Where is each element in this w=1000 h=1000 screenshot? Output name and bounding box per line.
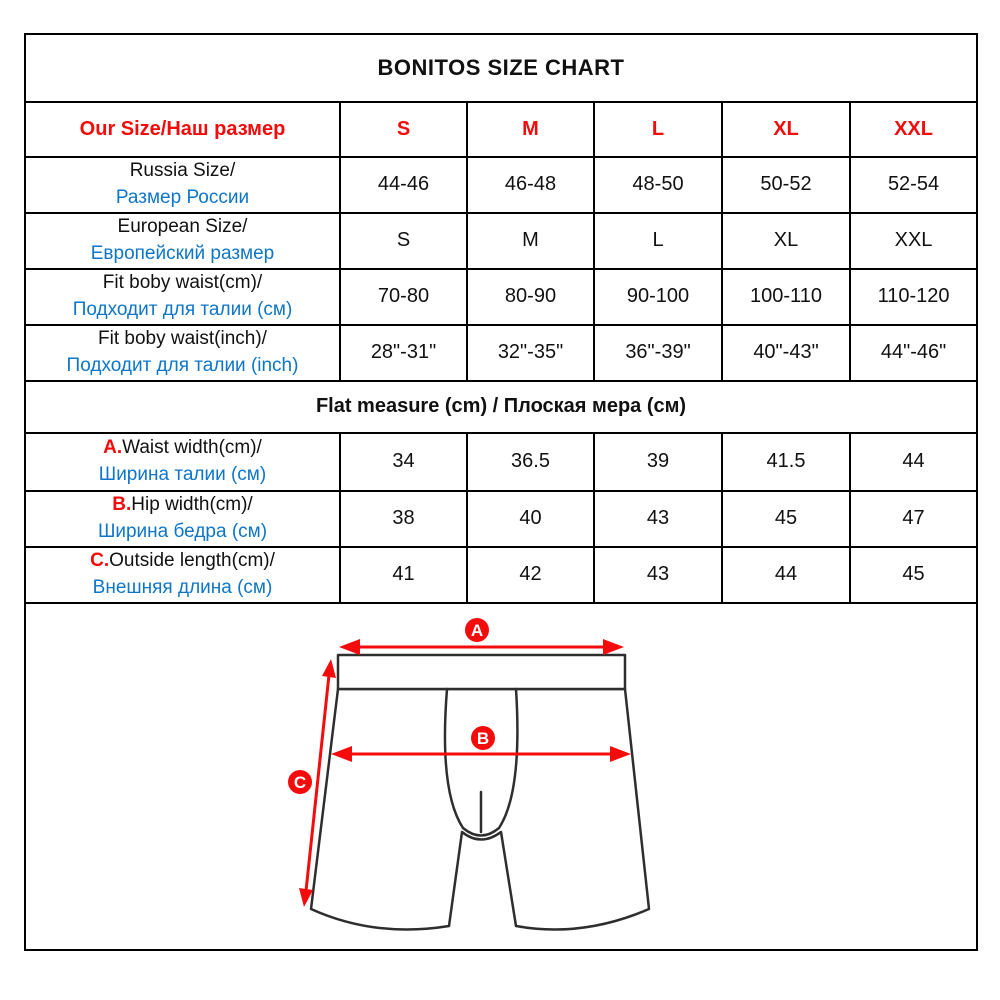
value-cell: 44"-46" [850, 325, 977, 381]
value-cell: 40 [467, 491, 594, 547]
value-cell: 50-52 [722, 157, 850, 213]
diagram-label-c: C [293, 772, 307, 792]
size-header-row [25, 102, 977, 157]
value-cell: 80-90 [467, 269, 594, 325]
value-cell: 44 [850, 433, 977, 491]
value-cell: 48-50 [594, 157, 722, 213]
diagram-cell [25, 603, 977, 950]
row-label-en-text: Outside length(cm)/ [109, 549, 275, 571]
size-chart-table [24, 33, 978, 951]
flat-measure-section-header: Flat measure (cm) / Плоская мера (см) [25, 381, 977, 433]
size-col-header-s: S [340, 102, 467, 157]
section-header-row [25, 381, 977, 433]
table-row-russia-size [25, 157, 977, 213]
row-label-ru: Подходит для талии (см) [72, 298, 293, 320]
row-label-ru: Европейский размер [90, 242, 275, 264]
row-label [25, 325, 340, 381]
row-label [25, 157, 340, 213]
arrow-a-head-left [339, 639, 360, 655]
value-cell: 52-54 [850, 157, 977, 213]
measure-letter-a: A. [103, 436, 123, 458]
row-label-en: Russia Size/ [129, 160, 236, 181]
waistband [338, 655, 625, 689]
value-cell: 36"-39" [594, 325, 722, 381]
value-cell: 100-110 [722, 269, 850, 325]
value-cell: 42 [467, 547, 594, 603]
value-cell: 40"-43" [722, 325, 850, 381]
row-label [25, 269, 340, 325]
value-cell: 34 [340, 433, 467, 491]
table-row-fit-waist-cm [25, 269, 977, 325]
table-row-waist-width [25, 433, 977, 491]
size-col-header-l: L [594, 102, 722, 157]
value-cell: 44 [722, 547, 850, 603]
value-cell: 44-46 [340, 157, 467, 213]
diagram-label-b: B [476, 728, 490, 748]
value-cell: S [340, 213, 467, 269]
row-label-ru: Внешняя длина (см) [92, 576, 273, 598]
value-cell: 41 [340, 547, 467, 603]
value-cell: 47 [850, 491, 977, 547]
value-cell: 32"-35" [467, 325, 594, 381]
value-cell: 45 [722, 491, 850, 547]
row-label-ru: Ширина талии (см) [98, 463, 267, 485]
value-cell: 46-48 [467, 157, 594, 213]
size-col-header-m: M [467, 102, 594, 157]
row-label-en [26, 548, 339, 575]
row-label [25, 547, 340, 603]
size-col-header-xxl: XXL [850, 102, 977, 157]
row-label-ru: Подходит для талии (inch) [66, 354, 299, 376]
row-label-en: Fit boby waist(inch)/ [98, 327, 267, 349]
arrow-c-head-top [322, 659, 336, 678]
value-cell: 70-80 [340, 269, 467, 325]
table-row-hip-width [25, 491, 977, 547]
value-cell: L [594, 213, 722, 269]
value-cell: 110-120 [850, 269, 977, 325]
row-label-ru: Ширина бедра (см) [97, 520, 268, 542]
row-label-en [26, 492, 339, 519]
diagram-row [25, 603, 977, 950]
row-label [25, 491, 340, 547]
row-label-en-text: Waist width(cm)/ [122, 436, 262, 458]
measure-letter-b: B. [112, 493, 132, 515]
value-cell: 45 [850, 547, 977, 603]
value-cell: 28"-31" [340, 325, 467, 381]
value-cell: 90-100 [594, 269, 722, 325]
table-row-fit-waist-inch [25, 325, 977, 381]
diagram-label-a: A [470, 620, 484, 640]
value-cell: 39 [594, 433, 722, 491]
value-cell: 36.5 [467, 433, 594, 491]
value-cell: XXL [850, 213, 977, 269]
boxer-measurement-diagram [26, 604, 974, 949]
size-header-label: Our Size/Наш размер [25, 102, 340, 157]
row-label-en: European Size/ [117, 215, 248, 237]
row-label [25, 433, 340, 491]
size-col-header-xl: XL [722, 102, 850, 157]
measure-letter-c: C. [90, 549, 110, 571]
row-label [25, 213, 340, 269]
value-cell: XL [722, 213, 850, 269]
chart-title: BONITOS SIZE CHART [25, 34, 977, 102]
title-row [25, 34, 977, 102]
row-label-en [26, 435, 339, 462]
value-cell: 43 [594, 547, 722, 603]
arrow-a-head-right [603, 639, 624, 655]
value-cell: 38 [340, 491, 467, 547]
value-cell: 41.5 [722, 433, 850, 491]
row-label-ru: Размер России [115, 186, 250, 208]
value-cell: 43 [594, 491, 722, 547]
value-cell: M [467, 213, 594, 269]
table-row-european-size [25, 213, 977, 269]
row-label-en: Fit boby waist(cm)/ [102, 271, 263, 293]
table-row-outside-length [25, 547, 977, 603]
row-label-en-text: Hip width(cm)/ [131, 493, 253, 515]
